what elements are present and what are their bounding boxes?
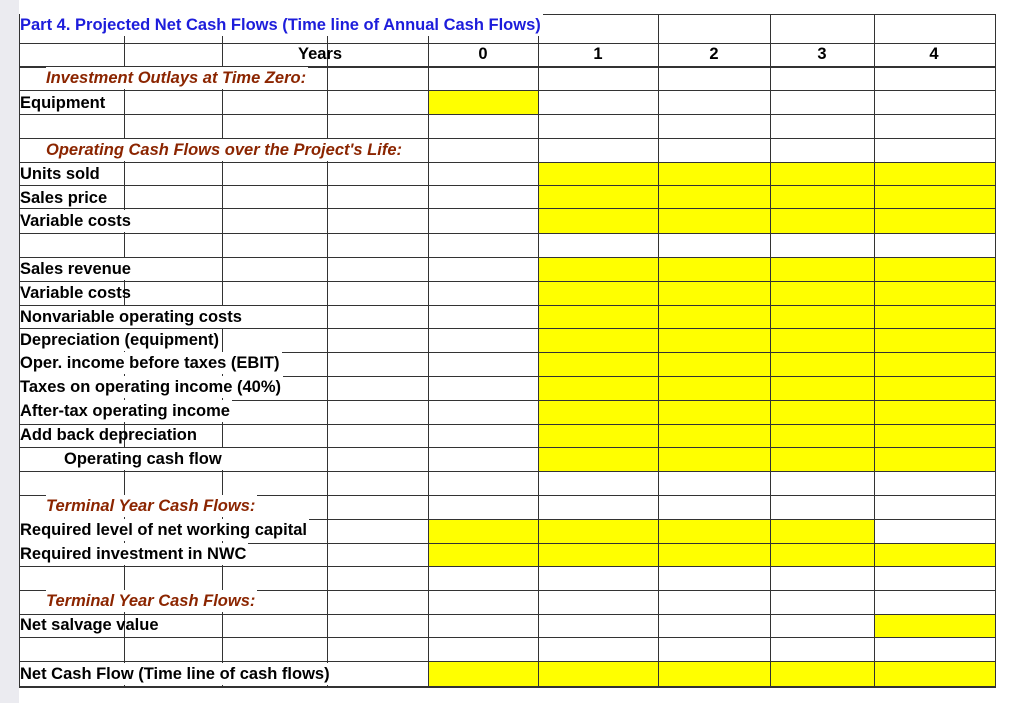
input-cell[interactable] [874, 305, 995, 328]
year-4-header: 4 [929, 45, 939, 63]
input-cell[interactable] [538, 447, 658, 471]
row-label-required-nwc: Required level of net working capital [20, 521, 307, 539]
row-label-units-sold: Units sold [20, 165, 100, 183]
input-cell[interactable] [874, 661, 995, 686]
input-cell[interactable] [538, 400, 658, 424]
row-label-variable-costs: Variable costs [20, 212, 131, 230]
input-cell[interactable] [658, 208, 770, 233]
row-label-taxes: Taxes on operating income (40%) [20, 378, 282, 396]
row-label-after-tax-income: After-tax operating income [20, 402, 230, 420]
input-cell[interactable] [658, 281, 770, 305]
section-investment-outlays: Investment Outlays at Time Zero: [46, 69, 307, 87]
section-operating-cash-flows: Operating Cash Flows over the Project's Life: [46, 141, 402, 159]
year-1-header: 1 [593, 45, 603, 63]
input-cell[interactable] [658, 447, 770, 471]
input-cell[interactable] [770, 208, 874, 233]
input-cell[interactable] [770, 424, 874, 447]
grid-line-h [19, 661, 996, 662]
year-2-header: 2 [709, 45, 719, 63]
row-label-sales-revenue: Sales revenue [20, 260, 131, 278]
grid-line-h [19, 614, 996, 615]
grid-line-v [222, 14, 223, 687]
input-cell[interactable] [874, 376, 995, 400]
years-label: Years [298, 45, 343, 63]
year-3-header: 3 [817, 45, 827, 63]
grid-line-h [19, 162, 996, 163]
row-label-investment-nwc: Required investment in NWC [20, 545, 247, 563]
input-cell[interactable] [770, 543, 874, 566]
row-label-equipment: Equipment [20, 94, 106, 112]
grid-line-h [19, 114, 996, 115]
grid-line-v [658, 14, 659, 687]
row-label-ebit: Oper. income before taxes (EBIT) [20, 354, 280, 372]
input-cell[interactable] [874, 614, 995, 637]
grid-line-h [19, 281, 996, 282]
input-cell[interactable] [658, 305, 770, 328]
input-cell[interactable] [658, 424, 770, 447]
grid-line-h [19, 566, 996, 567]
input-cell[interactable] [770, 328, 874, 352]
grid-line-v [538, 14, 539, 687]
input-cell[interactable] [874, 328, 995, 352]
input-cell[interactable] [658, 328, 770, 352]
input-cell[interactable] [770, 281, 874, 305]
input-cell[interactable] [658, 400, 770, 424]
input-cell[interactable] [874, 447, 995, 471]
input-cell[interactable] [658, 376, 770, 400]
grid-line-h [19, 686, 996, 688]
input-cell[interactable] [874, 281, 995, 305]
input-cell[interactable] [874, 543, 995, 566]
input-cell[interactable] [538, 519, 658, 543]
input-cell[interactable] [538, 305, 658, 328]
grid-line-h [19, 637, 996, 638]
input-cell[interactable] [770, 162, 874, 185]
input-cell[interactable] [538, 424, 658, 447]
input-cell[interactable] [874, 208, 995, 233]
page-title: Part 4. Projected Net Cash Flows (Time line of Annual Cash Flows) [20, 16, 541, 34]
input-cell[interactable] [874, 162, 995, 185]
year-0-header: 0 [478, 45, 488, 63]
input-cell[interactable] [538, 328, 658, 352]
input-cell[interactable] [770, 400, 874, 424]
grid-line-v [995, 14, 996, 687]
input-cell[interactable] [658, 519, 770, 543]
input-cell[interactable] [874, 424, 995, 447]
input-cell[interactable] [538, 281, 658, 305]
input-cell[interactable] [770, 519, 874, 543]
grid-line-h [19, 208, 996, 209]
input-cell[interactable] [658, 352, 770, 376]
section-terminal-year-1: Terminal Year Cash Flows: [46, 497, 256, 515]
input-cell[interactable] [770, 661, 874, 686]
input-cell[interactable] [538, 376, 658, 400]
input-cell[interactable] [658, 661, 770, 686]
input-cell[interactable] [428, 90, 538, 114]
row-label-net-cash-flow: Net Cash Flow (Time line of cash flows) [20, 665, 330, 683]
grid-line-h [19, 90, 996, 91]
input-cell[interactable] [874, 185, 995, 208]
input-cell[interactable] [770, 447, 874, 471]
input-cell[interactable] [538, 661, 658, 686]
row-label-add-back-depreciation: Add back depreciation [20, 426, 197, 444]
row-label-nonvariable-costs: Nonvariable operating costs [20, 308, 242, 326]
input-cell[interactable] [874, 400, 995, 424]
input-cell[interactable] [538, 257, 658, 281]
input-cell[interactable] [538, 162, 658, 185]
input-cell[interactable] [874, 257, 995, 281]
input-cell[interactable] [770, 376, 874, 400]
grid-line-v [327, 14, 328, 687]
input-cell[interactable] [770, 257, 874, 281]
input-cell[interactable] [428, 519, 538, 543]
row-label-sales-price: Sales price [20, 189, 108, 207]
grid-line-v [770, 14, 771, 687]
input-cell[interactable] [770, 352, 874, 376]
input-cell[interactable] [658, 162, 770, 185]
input-cell[interactable] [538, 208, 658, 233]
grid-line-h [19, 233, 996, 234]
input-cell[interactable] [658, 185, 770, 208]
input-cell[interactable] [428, 661, 538, 686]
input-cell[interactable] [770, 305, 874, 328]
grid-line-h [19, 185, 996, 186]
input-cell[interactable] [658, 543, 770, 566]
section-terminal-year-2: Terminal Year Cash Flows: [46, 592, 256, 610]
input-cell[interactable] [538, 543, 658, 566]
input-cell[interactable] [770, 185, 874, 208]
row-label-variable-costs-2: Variable costs [20, 284, 131, 302]
grid-line-v [428, 14, 429, 687]
input-cell[interactable] [428, 543, 538, 566]
grid-line-v [874, 14, 875, 687]
input-cell[interactable] [658, 257, 770, 281]
grid-line-h [19, 471, 996, 472]
row-label-net-salvage: Net salvage value [20, 616, 159, 634]
grid-line-h [19, 257, 996, 258]
row-label-depreciation: Depreciation (equipment) [20, 331, 219, 349]
input-cell[interactable] [874, 352, 995, 376]
row-label-operating-cash-flow: Operating cash flow [64, 450, 222, 468]
input-cell[interactable] [538, 352, 658, 376]
input-cell[interactable] [538, 185, 658, 208]
